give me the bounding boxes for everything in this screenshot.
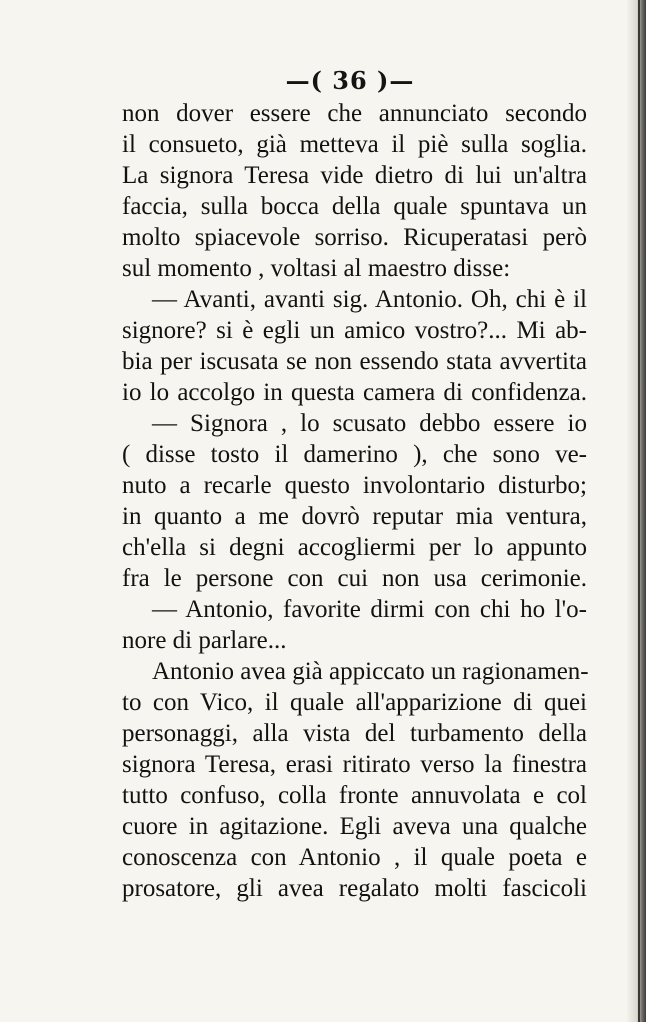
text-line: il consueto, già metteva il piè sulla soglia. — [122, 131, 587, 158]
text-line: molto spiacevole sorriso. Ricuperatasi però — [122, 224, 587, 251]
text-line: bia per iscusata se non essendo stata avvertita — [122, 348, 587, 375]
text-line: faccia, sulla bocca della quale spuntava un — [122, 193, 587, 220]
text-line: — Signora , lo scusato debbo essere io — [152, 410, 587, 437]
text-line: sul momento , voltasi al maestro disse: — [122, 255, 511, 282]
text-line: fra le persone con cui non usa cerimonie. — [122, 565, 587, 592]
text-line: prosatore, gli avea regalato molti fascicoli — [122, 875, 587, 902]
text-line: Antonio avea già appiccato un ragionamen- — [152, 658, 589, 685]
text-line: cuore in agitazione. Egli aveva una qualche — [122, 813, 587, 840]
text-line: La signora Teresa vide dietro di lui un'altra — [122, 162, 587, 189]
text-line: io lo accolgo in questa camera di confidenza. — [122, 379, 587, 406]
text-line: signora Teresa, erasi ritirato verso la finestra — [122, 751, 587, 778]
page-edge-shadow — [626, 0, 646, 1022]
text-line: ( disse tosto il damerino ), che sono ve- — [122, 441, 587, 468]
text-line: personaggi, alla vista del turbamento della — [122, 720, 587, 747]
body-text — [122, 98, 587, 904]
text-line: nore di parlare... — [122, 627, 287, 654]
text-line: conoscenza con Antonio , il quale poeta e — [122, 844, 587, 871]
text-line: tutto confuso, colla fronte annuvolata e col — [122, 782, 587, 809]
text-line: nuto a recarle questo involontario disturbo; — [122, 472, 587, 499]
text-line: — Antonio, favorite dirmi con chi ho l'o- — [152, 596, 587, 623]
text-line: to con Vico, il quale all'apparizione di quei — [122, 689, 587, 716]
text-line: in quanto a me dovrò reputar mia ventura, — [122, 503, 587, 530]
text-line: non dover essere che annunciato secondo — [122, 100, 587, 127]
page-edge-line — [638, 0, 640, 1022]
text-line: ch'ella si degni accogliermi per lo appunto — [122, 534, 587, 561]
text-line: — Avanti, avanti sig. Antonio. Oh, chi è il — [152, 286, 587, 313]
text-line: signore? si è egli un amico vostro?... Mi ab- — [122, 317, 587, 344]
page-number: —( 36 )— — [285, 66, 415, 95]
